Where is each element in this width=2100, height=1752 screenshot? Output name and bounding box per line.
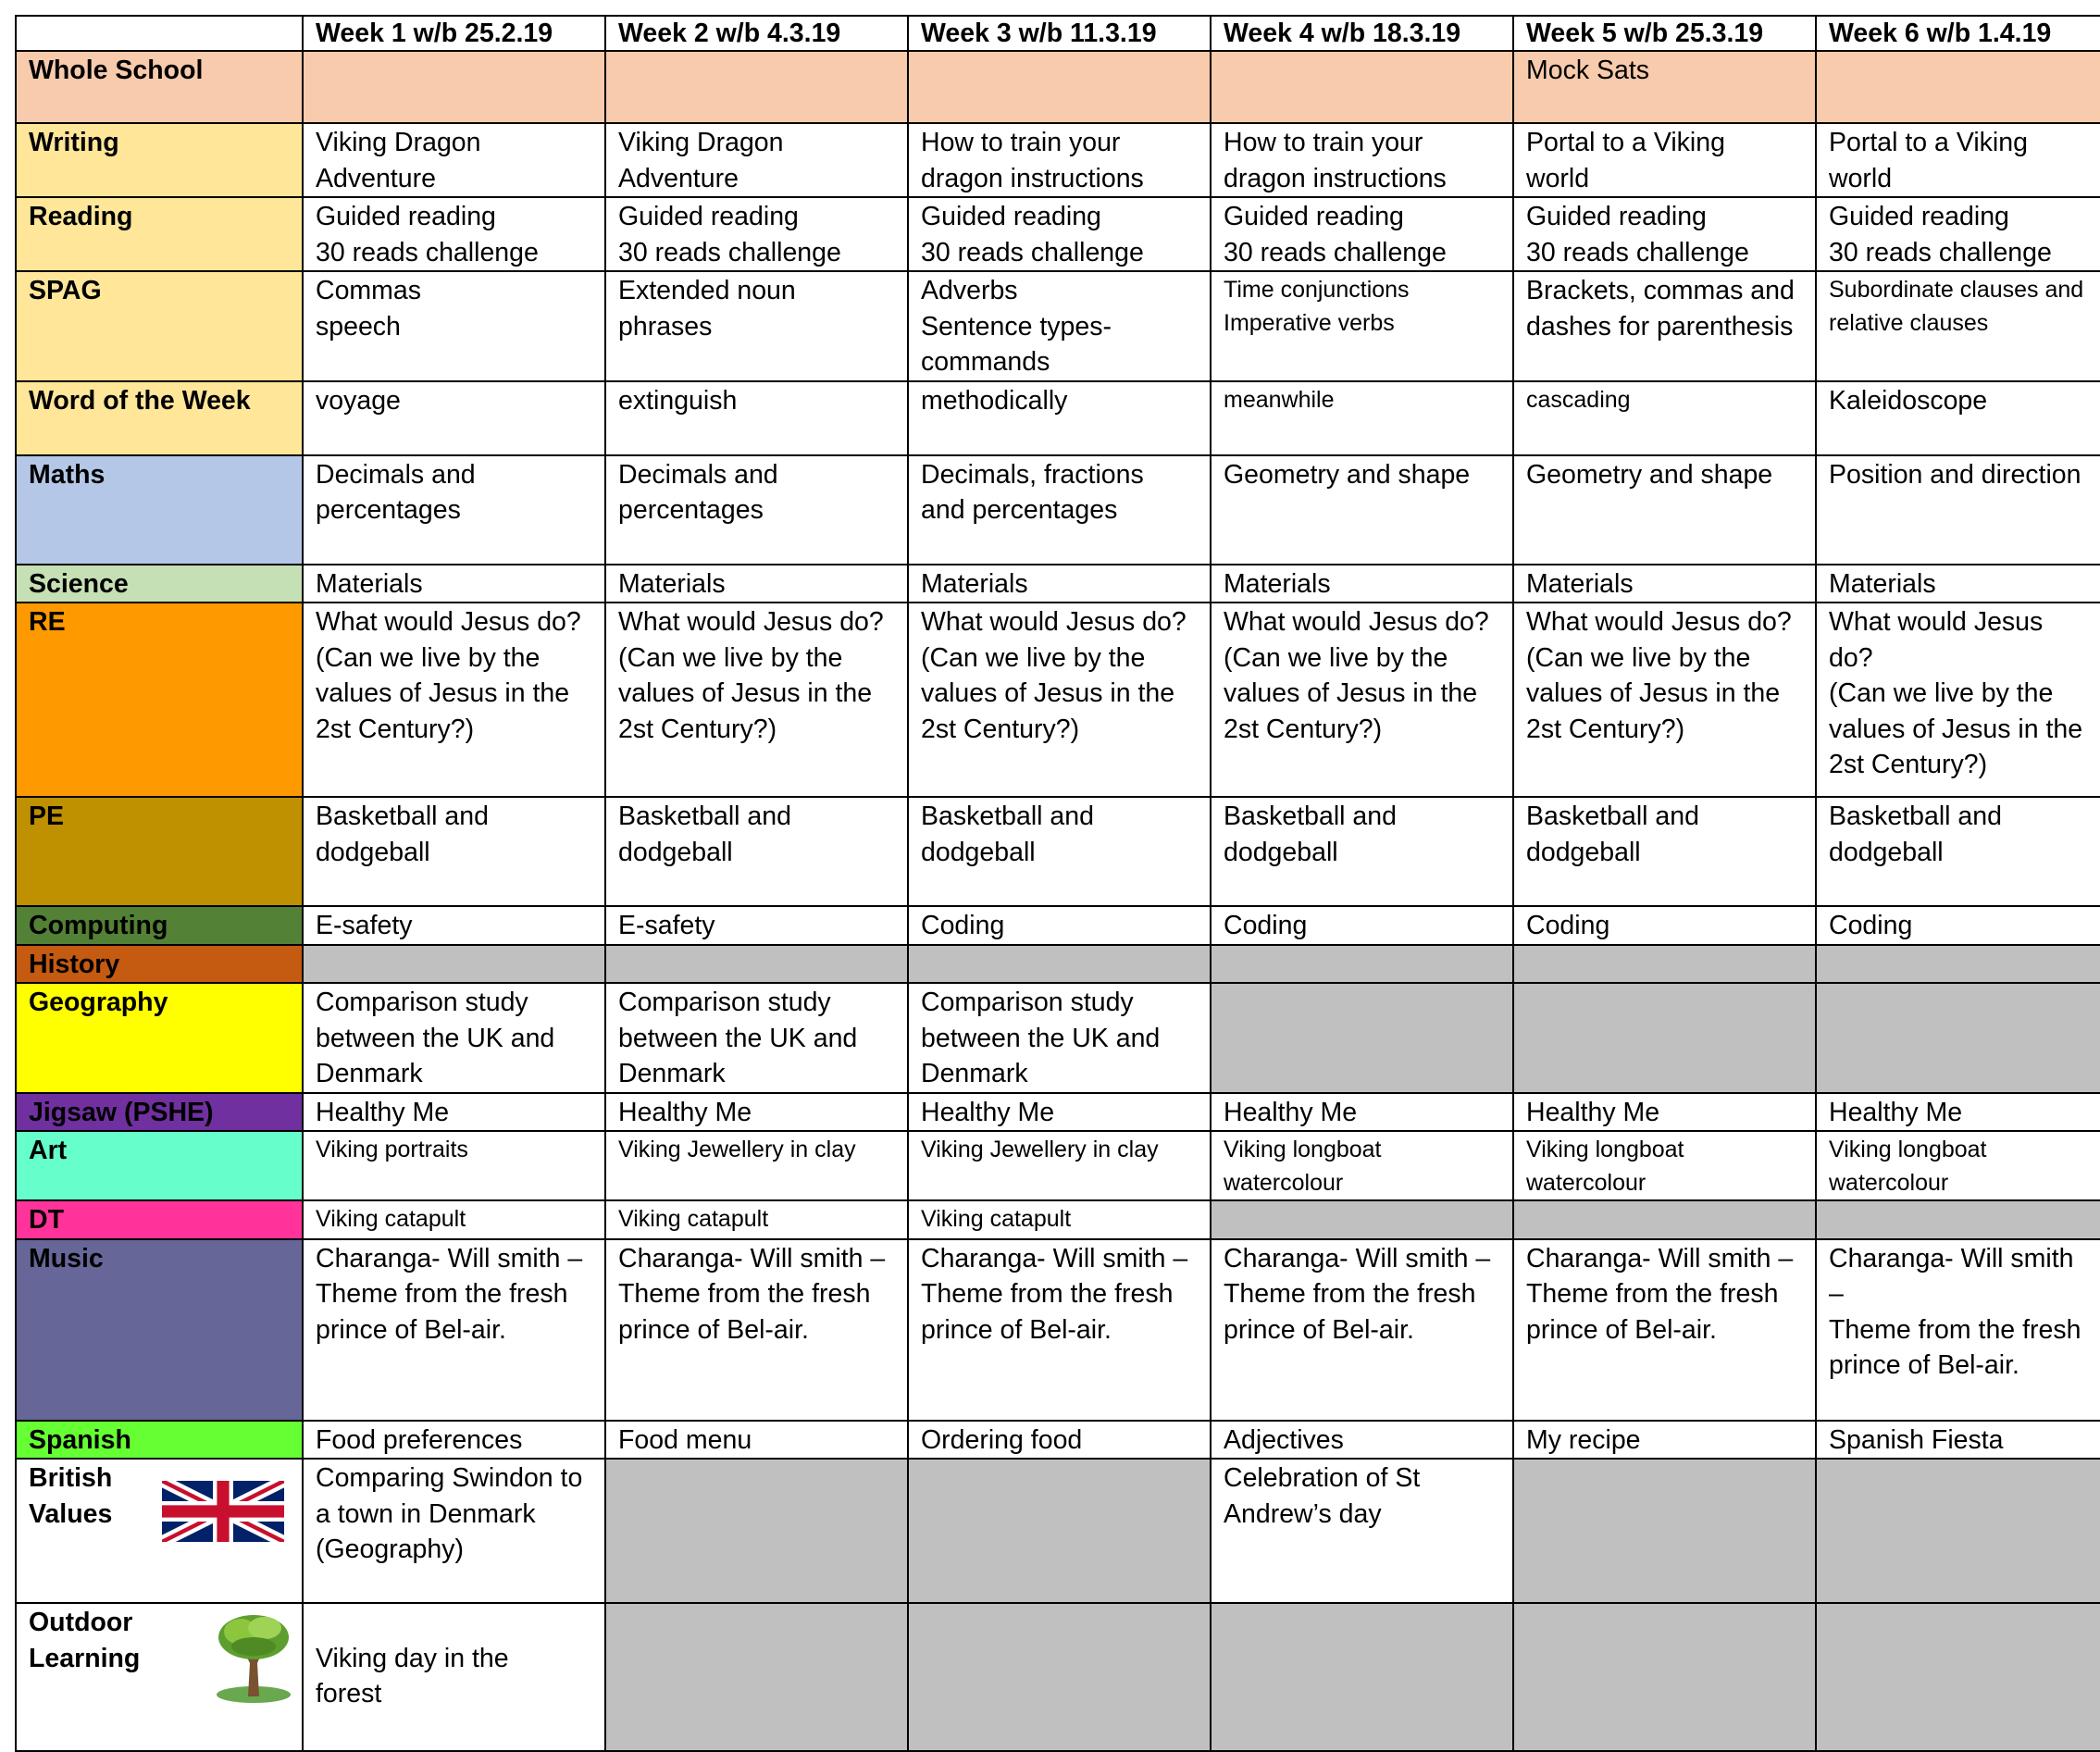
cell: Guided reading 30 reads challenge — [908, 197, 1211, 271]
cell: extinguish — [605, 381, 908, 455]
row-spanish — [16, 1421, 2100, 1460]
cell: Materials — [1211, 565, 1513, 603]
cell: E-safety — [303, 906, 605, 945]
cell: Celebration of St Andrew’s day — [1211, 1459, 1513, 1603]
cell — [1816, 1459, 2100, 1603]
subject-cell-british-values — [16, 1459, 303, 1603]
week-header: Week 2 w/b 4.3.19 — [605, 16, 908, 51]
subject-label: Geography — [16, 983, 303, 1093]
cell: What would Jesus do? (Can we live by the values of Jesus in the 2st Century?) — [1513, 603, 1816, 797]
row-maths — [16, 455, 2100, 565]
curriculum-table — [15, 15, 2100, 1752]
cell — [605, 1459, 908, 1603]
cell: Healthy Me — [908, 1093, 1211, 1132]
cell: Guided reading 30 reads challenge — [1211, 197, 1513, 271]
cell — [1513, 1200, 1816, 1239]
subject-label: British Values — [29, 1463, 113, 1529]
subject-label: Spanish — [16, 1421, 303, 1460]
cell: Materials — [1816, 565, 2100, 603]
week-header: Week 1 w/b 25.2.19 — [303, 16, 605, 51]
subject-label: RE — [16, 603, 303, 797]
cell: Comparison study between the UK and Denmark — [908, 983, 1211, 1093]
cell: E-safety — [605, 906, 908, 945]
cell: Brackets, commas and dashes for parenthesis — [1513, 271, 1816, 381]
cell: Viking Jewellery in clay — [908, 1131, 1211, 1200]
cell: What would Jesus do? (Can we live by the values of Jesus in the 2st Century?) — [1816, 603, 2100, 797]
cell — [1816, 983, 2100, 1093]
cell: Viking portraits — [303, 1131, 605, 1200]
cell: Time conjunctions Imperative verbs — [1211, 271, 1513, 381]
subject-label: DT — [16, 1200, 303, 1239]
row-computing — [16, 906, 2100, 945]
cell: Decimals and percentages — [605, 455, 908, 565]
cell: What would Jesus do? (Can we live by the values of Jesus in the 2st Century?) — [908, 603, 1211, 797]
cell: Basketball and dodgeball — [1513, 797, 1816, 906]
cell: methodically — [908, 381, 1211, 455]
header-corner — [16, 16, 303, 51]
row-music — [16, 1239, 2100, 1421]
week-header: Week 6 w/b 1.4.19 — [1816, 16, 2100, 51]
cell: Materials — [908, 565, 1211, 603]
cell: Basketball and dodgeball — [605, 797, 908, 906]
cell: Adverbs Sentence types- commands — [908, 271, 1211, 381]
cell — [303, 945, 605, 984]
subject-label: PE — [16, 797, 303, 906]
cell: cascading — [1513, 381, 1816, 455]
row-spag — [16, 271, 2100, 381]
cell — [908, 945, 1211, 984]
cell: Subordinate clauses and relative clauses — [1816, 271, 2100, 381]
cell: Charanga- Will smith – Theme from the fresh prince of Bel-air. — [1816, 1239, 2100, 1421]
cell: Viking catapult — [605, 1200, 908, 1239]
cell — [1816, 51, 2100, 123]
row-british-values — [16, 1459, 2100, 1603]
cell: Spanish Fiesta — [1816, 1421, 2100, 1460]
cell: Materials — [605, 565, 908, 603]
cell: Guided reading 30 reads challenge — [303, 197, 605, 271]
cell: Coding — [908, 906, 1211, 945]
subject-label: SPAG — [16, 271, 303, 381]
cell — [1211, 945, 1513, 984]
cell: Kaleidoscope — [1816, 381, 2100, 455]
cell: Viking day in the forest — [303, 1603, 605, 1751]
cell — [605, 1603, 908, 1751]
cell: Materials — [303, 565, 605, 603]
cell: Viking Dragon Adventure — [303, 123, 605, 197]
cell: Healthy Me — [1816, 1093, 2100, 1132]
subject-label: Computing — [16, 906, 303, 945]
cell: Portal to a Viking world — [1816, 123, 2100, 197]
cell: Decimals, fractions and percentages — [908, 455, 1211, 565]
cell: Guided reading 30 reads challenge — [1513, 197, 1816, 271]
row-history — [16, 945, 2100, 984]
cell: Geometry and shape — [1513, 455, 1816, 565]
cell — [303, 51, 605, 123]
cell — [1513, 945, 1816, 984]
cell: meanwhile — [1211, 381, 1513, 455]
cell — [1211, 1200, 1513, 1239]
cell — [908, 1459, 1211, 1603]
subject-label: Jigsaw (PSHE) — [16, 1093, 303, 1132]
subject-label: Whole School — [16, 51, 303, 123]
cell: Food menu — [605, 1421, 908, 1460]
cell: Comparison study between the UK and Denmark — [605, 983, 908, 1093]
cell: Viking catapult — [303, 1200, 605, 1239]
row-word-of-the-week — [16, 381, 2100, 455]
cell: Viking longboat watercolour — [1211, 1131, 1513, 1200]
row-pe — [16, 797, 2100, 906]
cell: Basketball and dodgeball — [1816, 797, 2100, 906]
cell: Viking catapult — [908, 1200, 1211, 1239]
cell — [1816, 1603, 2100, 1751]
cell — [605, 51, 908, 123]
cell: Ordering food — [908, 1421, 1211, 1460]
cell — [1513, 1603, 1816, 1751]
subject-label: Music — [16, 1239, 303, 1421]
cell: Basketball and dodgeball — [1211, 797, 1513, 906]
cell: Portal to a Viking world — [1513, 123, 1816, 197]
cell: Coding — [1211, 906, 1513, 945]
cell: What would Jesus do? (Can we live by the values of Jesus in the 2st Century?) — [605, 603, 908, 797]
cell: My recipe — [1513, 1421, 1816, 1460]
cell: Geometry and shape — [1211, 455, 1513, 565]
subject-label: History — [16, 945, 303, 984]
week-header: Week 4 w/b 18.3.19 — [1211, 16, 1513, 51]
week-header: Week 3 w/b 11.3.19 — [908, 16, 1211, 51]
cell: voyage — [303, 381, 605, 455]
cell: Extended noun phrases — [605, 271, 908, 381]
row-writing — [16, 123, 2100, 197]
cell: Comparison study between the UK and Denmark — [303, 983, 605, 1093]
cell: Basketball and dodgeball — [303, 797, 605, 906]
cell: Mock Sats — [1513, 51, 1816, 123]
row-re — [16, 603, 2100, 797]
cell: Healthy Me — [1211, 1093, 1513, 1132]
row-reading — [16, 197, 2100, 271]
cell — [908, 1603, 1211, 1751]
cell — [908, 51, 1211, 123]
union-jack-flag-icon — [162, 1480, 284, 1543]
subject-label: Outdoor Learning — [29, 1608, 141, 1673]
cell: Viking longboat watercolour — [1816, 1131, 2100, 1200]
cell — [1513, 983, 1816, 1093]
tree-icon — [211, 1611, 296, 1704]
cell — [1816, 945, 2100, 984]
cell: Coding — [1816, 906, 2100, 945]
cell: Coding — [1513, 906, 1816, 945]
subject-label: Art — [16, 1131, 303, 1200]
cell: Food preferences — [303, 1421, 605, 1460]
cell: Commas speech — [303, 271, 605, 381]
cell: Decimals and percentages — [303, 455, 605, 565]
row-geography — [16, 983, 2100, 1093]
cell: Position and direction — [1816, 455, 2100, 565]
subject-label: Word of the Week — [16, 381, 303, 455]
subject-label: Reading — [16, 197, 303, 271]
cell: Charanga- Will smith – Theme from the fresh prince of Bel-air. — [605, 1239, 908, 1421]
cell — [1211, 51, 1513, 123]
subject-label: Science — [16, 565, 303, 603]
row-science — [16, 565, 2100, 603]
cell: Basketball and dodgeball — [908, 797, 1211, 906]
cell — [605, 945, 908, 984]
week-header: Week 5 w/b 25.3.19 — [1513, 16, 1816, 51]
row-art — [16, 1131, 2100, 1200]
cell — [1211, 983, 1513, 1093]
cell — [1816, 1200, 2100, 1239]
cell: Healthy Me — [1513, 1093, 1816, 1132]
row-jigsaw-pshe — [16, 1093, 2100, 1132]
cell: Materials — [1513, 565, 1816, 603]
row-dt — [16, 1200, 2100, 1239]
cell: Healthy Me — [605, 1093, 908, 1132]
cell: Viking Jewellery in clay — [605, 1131, 908, 1200]
cell: How to train your dragon instructions — [1211, 123, 1513, 197]
subject-label: Maths — [16, 455, 303, 565]
cell: Charanga- Will smith – Theme from the fresh prince of Bel-air. — [1513, 1239, 1816, 1421]
cell — [1513, 1459, 1816, 1603]
cell: Guided reading 30 reads challenge — [605, 197, 908, 271]
cell: Charanga- Will smith – Theme from the fresh prince of Bel-air. — [303, 1239, 605, 1421]
cell: How to train your dragon instructions — [908, 123, 1211, 197]
cell: What would Jesus do? (Can we live by the values of Jesus in the 2st Century?) — [1211, 603, 1513, 797]
subject-cell-outdoor-learning — [16, 1603, 303, 1751]
row-whole-school — [16, 51, 2100, 123]
subject-label: Writing — [16, 123, 303, 197]
cell: Comparing Swindon to a town in Denmark (Geography) — [303, 1459, 605, 1603]
cell: Charanga- Will smith – Theme from the fresh prince of Bel-air. — [1211, 1239, 1513, 1421]
row-outdoor-learning — [16, 1603, 2100, 1751]
header-row — [16, 16, 2100, 51]
cell: Adjectives — [1211, 1421, 1513, 1460]
cell: Healthy Me — [303, 1093, 605, 1132]
cell: Viking longboat watercolour — [1513, 1131, 1816, 1200]
cell: Viking Dragon Adventure — [605, 123, 908, 197]
cell: Guided reading 30 reads challenge — [1816, 197, 2100, 271]
cell: Charanga- Will smith – Theme from the fresh prince of Bel-air. — [908, 1239, 1211, 1421]
cell: What would Jesus do? (Can we live by the values of Jesus in the 2st Century?) — [303, 603, 605, 797]
cell — [1211, 1603, 1513, 1751]
